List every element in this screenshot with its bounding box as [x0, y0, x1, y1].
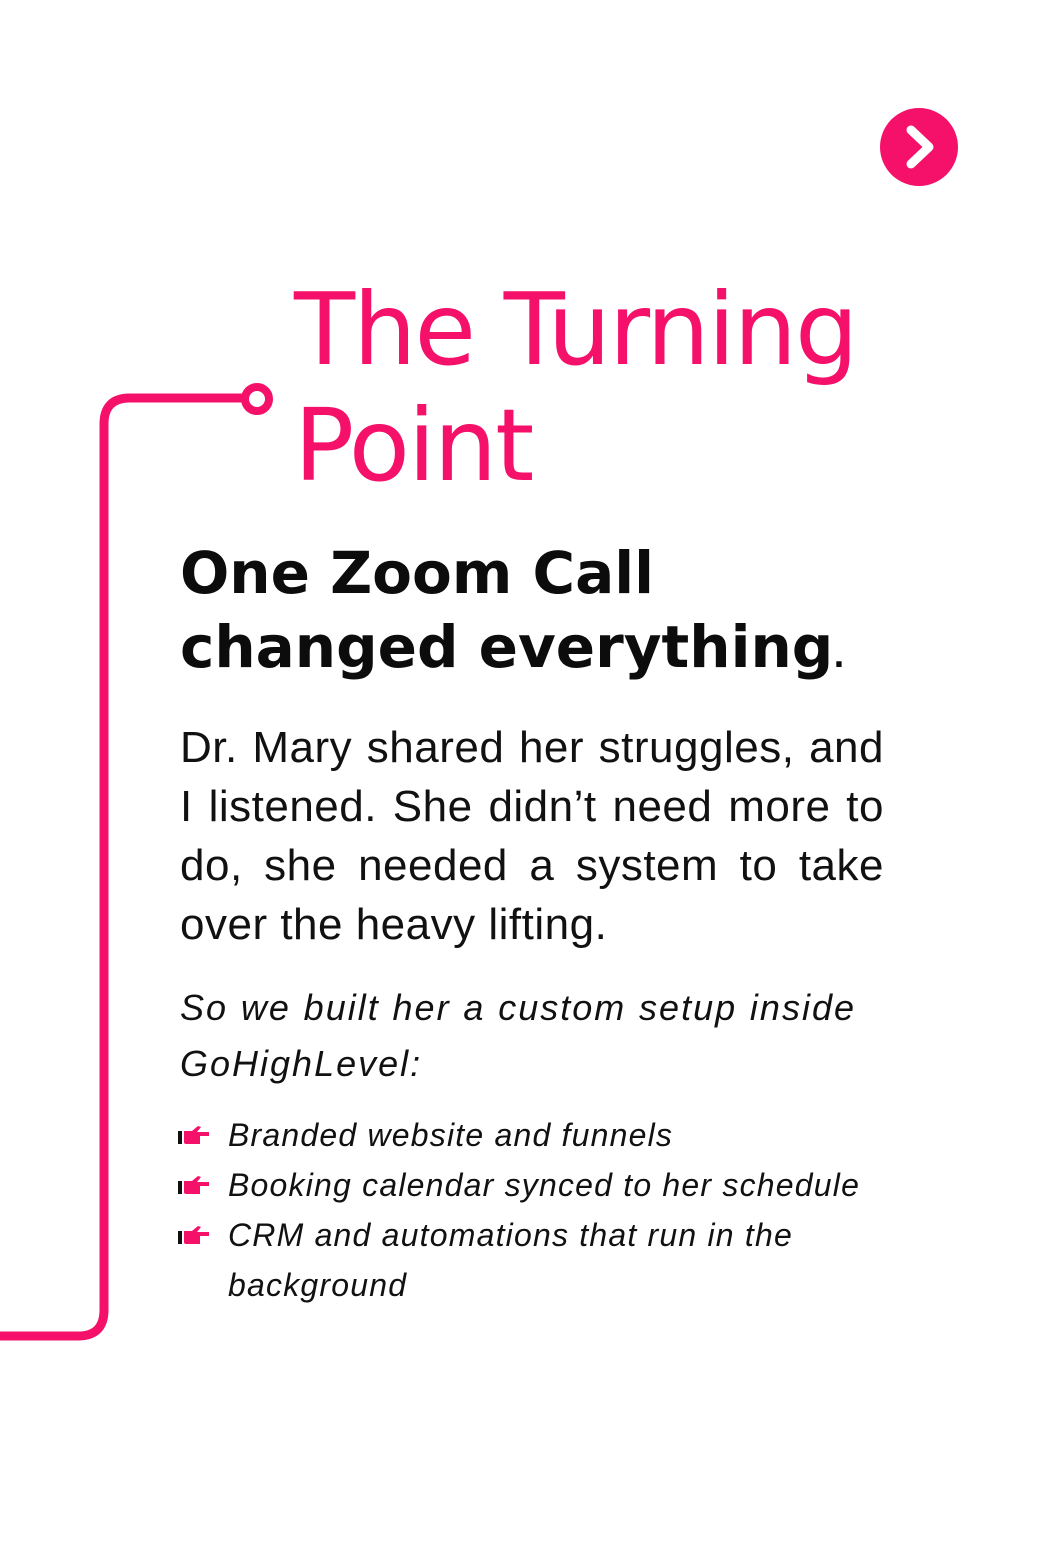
list-item-text: Branded website and funnels [228, 1117, 674, 1153]
title-line-1: The Turning [294, 271, 857, 388]
list-item-text: Booking calendar synced to her schedule [228, 1167, 861, 1203]
list-item [178, 1160, 938, 1210]
pointing-hand-icon [178, 1124, 210, 1146]
title-line-2: Point [294, 387, 533, 504]
pointing-hand-icon [178, 1224, 210, 1246]
page-title [294, 272, 856, 504]
subtitle [180, 536, 900, 695]
list-item [178, 1210, 938, 1310]
list-item-text: CRM and automations that run in the background [228, 1217, 793, 1303]
next-button[interactable] [880, 108, 958, 186]
list-item [178, 1110, 938, 1160]
timeline-node [245, 387, 269, 411]
pointing-hand-icon [178, 1174, 210, 1196]
subtitle-text: One Zoom Call changed everything [180, 539, 834, 681]
intro-paragraph: So we built her a custom setup inside GoHighLevel: [180, 987, 856, 1084]
body-paragraph: Dr. Mary shared her struggles, and I listened. She didn’t need more to do, she needed a system to take over the heavy lifting. [180, 723, 884, 949]
subtitle-dot: . [833, 640, 845, 675]
feature-list [178, 1110, 938, 1310]
chevron-right-icon [880, 108, 958, 186]
